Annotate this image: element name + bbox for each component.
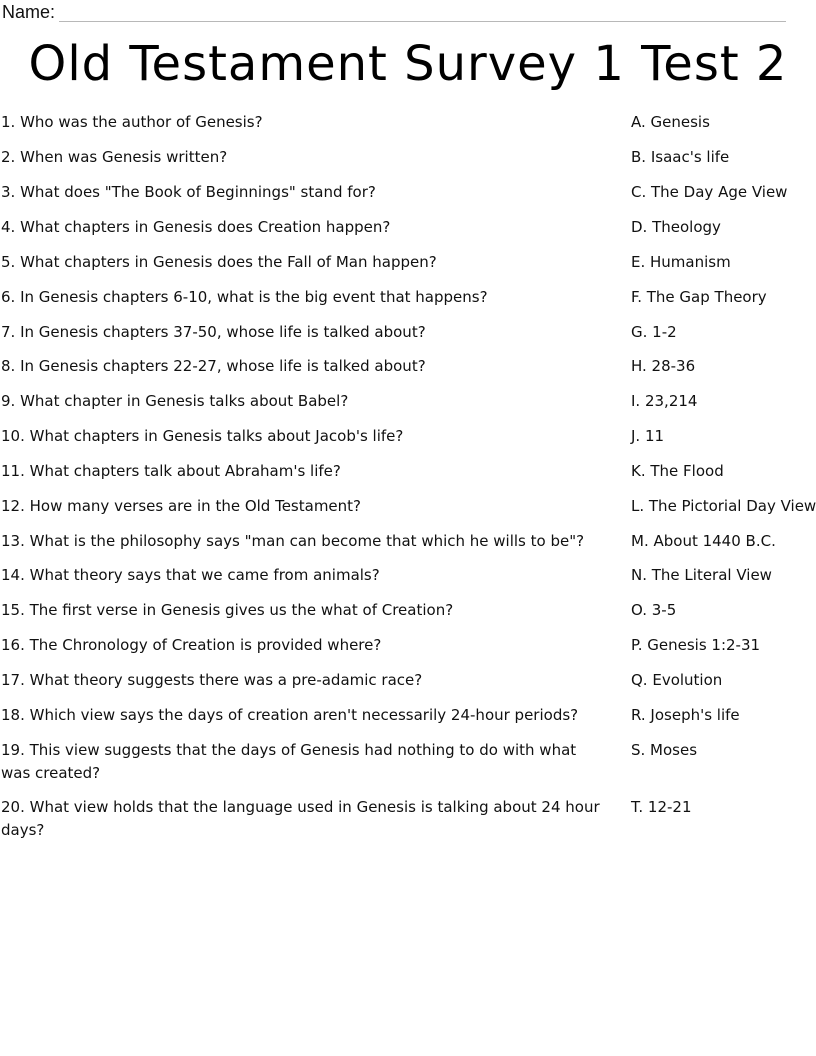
answer-item: J. 11	[631, 427, 665, 445]
question-item: 16. The Chronology of Creation is provided where?	[1, 636, 382, 654]
answer-item: M. About 1440 B.C.	[631, 532, 776, 550]
answer-item: K. The Flood	[631, 462, 724, 480]
answer-item: N. The Literal View	[631, 566, 772, 584]
question-item: 18. Which view says the days of creation aren't necessarily 24-hour periods?	[1, 706, 579, 724]
name-line[interactable]	[59, 3, 786, 22]
answer-item: L. The Pictorial Day View	[631, 497, 816, 515]
name-row	[2, 0, 786, 22]
answer-item: I. 23,214	[631, 392, 698, 410]
question-item: 7. In Genesis chapters 37-50, whose life is talked about?	[1, 323, 426, 341]
answer-item: B. Isaac's life	[631, 148, 730, 166]
name-label: Name:	[2, 2, 56, 22]
question-item: 5. What chapters in Genesis does the Fall of Man happen?	[1, 253, 437, 271]
question-item: 20. What view holds that the language used in Genesis is talking about 24 hour days?	[1, 798, 600, 839]
page-title: Old Testament Survey 1 Test 2	[28, 36, 788, 92]
answer-item: Q. Evolution	[631, 671, 723, 689]
answer-item: E. Humanism	[631, 253, 731, 271]
answer-item: G. 1-2	[631, 323, 677, 341]
question-item: 1. Who was the author of Genesis?	[1, 113, 263, 131]
question-item: 12. How many verses are in the Old Testament?	[1, 497, 362, 515]
question-item: 8. In Genesis chapters 22-27, whose life is talked about?	[1, 357, 426, 375]
answer-item: C. The Day Age View	[631, 183, 788, 201]
answer-item: A. Genesis	[631, 113, 710, 131]
answer-item: F. The Gap Theory	[631, 288, 767, 306]
answer-item: T. 12-21	[631, 798, 692, 816]
answer-item: H. 28-36	[631, 357, 696, 375]
question-item: 3. What does "The Book of Beginnings" stand for?	[1, 183, 376, 201]
question-item: 10. What chapters in Genesis talks about Jacob's life?	[1, 427, 404, 445]
answer-item: S. Moses	[631, 741, 698, 759]
question-item: 6. In Genesis chapters 6-10, what is the big event that happens?	[1, 288, 488, 306]
question-item: 15. The first verse in Genesis gives us the what of Creation?	[1, 601, 454, 619]
answer-item: P. Genesis 1:2-31	[631, 636, 761, 654]
question-item: 14. What theory says that we came from animals?	[1, 566, 380, 584]
question-item: 9. What chapter in Genesis talks about Babel?	[1, 392, 349, 410]
answer-item: R. Joseph's life	[631, 706, 740, 724]
question-item: 11. What chapters talk about Abraham's life?	[1, 462, 341, 480]
question-item: 4. What chapters in Genesis does Creation happen?	[1, 218, 391, 236]
question-item: 17. What theory suggests there was a pre-adamic race?	[1, 671, 423, 689]
answer-item: D. Theology	[631, 218, 721, 236]
question-item: 2. When was Genesis written?	[1, 148, 228, 166]
question-item: 19. This view suggests that the days of Genesis had nothing to do with what was created?	[1, 741, 577, 782]
answer-item: O. 3-5	[631, 601, 677, 619]
question-item: 13. What is the philosophy says "man can become that which he wills to be"?	[1, 532, 585, 550]
